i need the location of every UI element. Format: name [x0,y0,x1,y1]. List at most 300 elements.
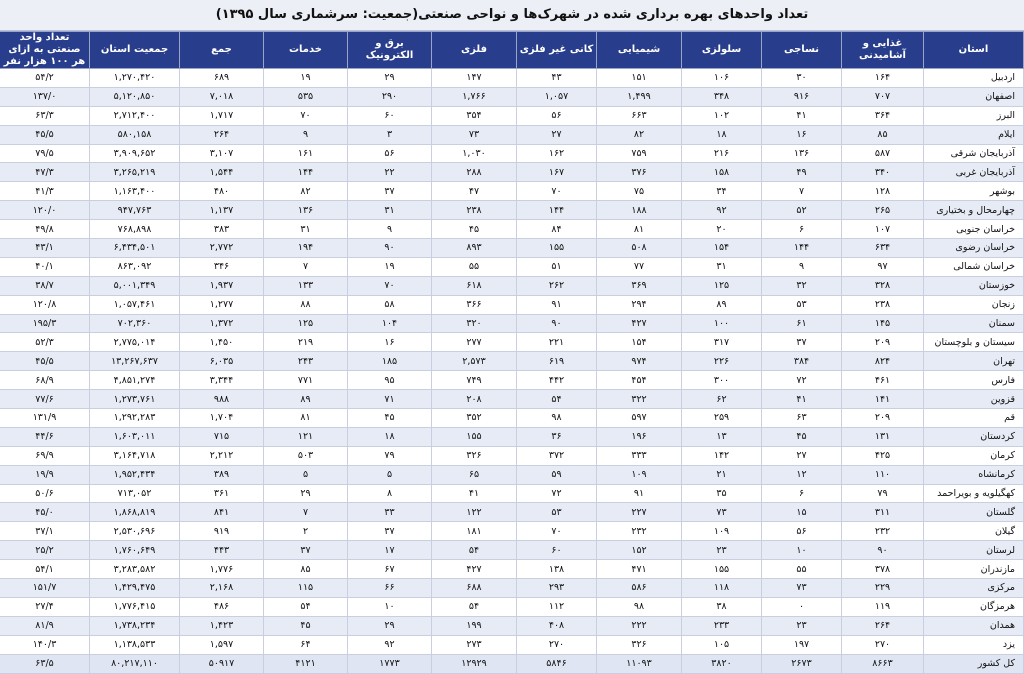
cell-total: ۲,۱۶۸ [180,579,264,598]
cell-per-100k: ۷۹/۵ [0,144,90,163]
cell-chemical: ۱۰۹ [597,465,682,484]
table-row [0,560,1024,579]
table-row [0,106,1024,125]
cell-services: ۱۲۵ [264,314,348,333]
cell-province: بوشهر [924,182,1024,201]
cell-food: ۵۸۷ [842,144,924,163]
cell-textile: ۵۲ [762,201,842,220]
cell-per-100k: ۴۷/۳ [0,163,90,182]
header-metal: فلزی [432,32,517,69]
cell-services: ۵۳۵ [264,87,348,106]
cell-province: مرکزی [924,579,1024,598]
cell-province: قزوین [924,390,1024,409]
cell-metal: ۷۳ [432,125,517,144]
cell-food: ۱۰۷ [842,220,924,239]
table-row [0,144,1024,163]
table-row [0,333,1024,352]
cell-per-100k: ۵۲/۳ [0,333,90,352]
cell-population: ۷۱۳,۰۵۲ [90,484,180,503]
cell-total: ۳۶۱ [180,484,264,503]
cell-population: ۴,۸۵۱,۲۷۴ [90,371,180,390]
cell-electronics: ۱۹ [348,257,432,276]
cell-cellulose: ۱۰۹ [682,522,762,541]
cell-metal: ۲۸۸ [432,163,517,182]
cell-textile: ۷۲ [762,371,842,390]
cell-metal: ۲۷۳ [432,635,517,654]
cell-metal: ۱,۰۳۰ [432,144,517,163]
cell-cellulose: ۱۲۵ [682,276,762,295]
cell-services: ۸۸ [264,295,348,314]
cell-total: ۵۰۹۱۷ [180,654,264,673]
cell-province: گلستان [924,503,1024,522]
cell-textile: ۱۹۷ [762,635,842,654]
cell-per-100k: ۸۱/۹ [0,616,90,635]
cell-textile: ۶ [762,220,842,239]
table-row [0,314,1024,333]
cell-food: ۱۳۱ [842,427,924,446]
table-row [0,616,1024,635]
cell-food: ۳۶۴ [842,106,924,125]
cell-electronics: ۱۰ [348,597,432,616]
cell-per-100k: ۴۴/۶ [0,427,90,446]
cell-chemical: ۳۲۶ [597,635,682,654]
cell-chemical: ۳۳۳ [597,446,682,465]
cell-food: ۱۶۴ [842,69,924,88]
cell-province: آذربایجان غربی [924,163,1024,182]
cell-province: کرمانشاه [924,465,1024,484]
cell-nonmetal-mineral: ۷۰ [517,522,597,541]
header-population: جمعیت استان [90,32,180,69]
table-row [0,69,1024,88]
cell-total: ۱,۱۳۷ [180,201,264,220]
cell-province: البرز [924,106,1024,125]
table-row [0,239,1024,258]
cell-textile: ۱۶ [762,125,842,144]
cell-population: ۸۰,۲۱۷,۱۱۰ [90,654,180,673]
cell-nonmetal-mineral: ۲۷۰ [517,635,597,654]
cell-per-100k: ۲۷/۴ [0,597,90,616]
cell-per-100k: ۱۴۰/۳ [0,635,90,654]
cell-population: ۱۳,۲۶۷,۶۳۷ [90,352,180,371]
cell-textile: ۷ [762,182,842,201]
cell-services: ۷ [264,503,348,522]
cell-population: ۷۶۸,۸۹۸ [90,220,180,239]
cell-electronics: ۱۸ [348,427,432,446]
cell-electronics: ۹ [348,220,432,239]
header-chemical: شیمیایی [597,32,682,69]
cell-metal: ۳۵۲ [432,409,517,428]
table-row [0,597,1024,616]
cell-cellulose: ۱۴۲ [682,446,762,465]
table-row [0,427,1024,446]
table-row [0,352,1024,371]
table-row [0,257,1024,276]
cell-nonmetal-mineral: ۹۸ [517,409,597,428]
cell-nonmetal-mineral: ۱۵۵ [517,239,597,258]
cell-per-100k: ۱۳۷/۰ [0,87,90,106]
cell-population: ۲,۷۱۲,۴۰۰ [90,106,180,125]
cell-services: ۳۷ [264,541,348,560]
cell-per-100k: ۷۷/۶ [0,390,90,409]
cell-services: ۲۱۹ [264,333,348,352]
cell-province: مازندران [924,560,1024,579]
table-row [0,635,1024,654]
cell-electronics: ۲۹۰ [348,87,432,106]
cell-electronics: ۳۱ [348,201,432,220]
cell-cellulose: ۹۲ [682,201,762,220]
cell-services: ۷ [264,257,348,276]
cell-chemical: ۵۸۶ [597,579,682,598]
cell-chemical: ۳۲۲ [597,390,682,409]
cell-textile: ۲۶۷۳ [762,654,842,673]
cell-metal: ۳۲۶ [432,446,517,465]
cell-electronics: ۷۱ [348,390,432,409]
cell-population: ۱,۸۶۸,۸۱۹ [90,503,180,522]
cell-province: سیستان و بلوچستان [924,333,1024,352]
cell-chemical: ۳۶۹ [597,276,682,295]
cell-total: ۱,۳۷۲ [180,314,264,333]
cell-population: ۱,۱۳۸,۵۳۳ [90,635,180,654]
cell-metal: ۵۵ [432,257,517,276]
cell-cellulose: ۶۲ [682,390,762,409]
cell-chemical: ۱۱۰۹۳ [597,654,682,673]
table-row [0,201,1024,220]
cell-cellulose: ۲۵۹ [682,409,762,428]
cell-chemical: ۹۸ [597,597,682,616]
cell-cellulose: ۳۴ [682,182,762,201]
cell-province: کهگیلویه و بویراحمد [924,484,1024,503]
cell-food: ۹۰ [842,541,924,560]
cell-services: ۲۴۳ [264,352,348,371]
cell-chemical: ۴۷۱ [597,560,682,579]
cell-chemical: ۴۲۷ [597,314,682,333]
cell-population: ۳,۱۶۴,۷۱۸ [90,446,180,465]
cell-population: ۱,۴۲۹,۴۷۵ [90,579,180,598]
cell-services: ۲ [264,522,348,541]
cell-per-100k: ۴۱/۳ [0,182,90,201]
cell-nonmetal-mineral: ۵۹ [517,465,597,484]
cell-cellulose: ۷۳ [682,503,762,522]
cell-nonmetal-mineral: ۱۳۸ [517,560,597,579]
cell-textile: ۷۳ [762,579,842,598]
cell-electronics: ۹۵ [348,371,432,390]
cell-metal: ۱۲۲ [432,503,517,522]
cell-per-100k: ۴۵/۰ [0,503,90,522]
cell-chemical: ۲۲۲ [597,616,682,635]
cell-electronics: ۱۰۴ [348,314,432,333]
cell-total: ۹۱۹ [180,522,264,541]
cell-textile: ۵۳ [762,295,842,314]
table-row [0,522,1024,541]
cell-services: ۸۹ [264,390,348,409]
cell-cellulose: ۱۰۶ [682,69,762,88]
cell-chemical: ۶۶۳ [597,106,682,125]
header-nonmetal-mineral: کانی غیر فلزی [517,32,597,69]
cell-metal: ۴۲۷ [432,560,517,579]
cell-per-100k: ۶۸/۹ [0,371,90,390]
cell-nonmetal-mineral: ۱۶۲ [517,144,597,163]
cell-per-100k: ۴۵/۵ [0,352,90,371]
cell-food: ۹۷ [842,257,924,276]
cell-province: هرمزگان [924,597,1024,616]
cell-services: ۱۶۱ [264,144,348,163]
table-header-row [0,32,1024,69]
cell-cellulose: ۳۵ [682,484,762,503]
cell-chemical: ۷۷ [597,257,682,276]
cell-metal: ۱۹۹ [432,616,517,635]
cell-province: ایلام [924,125,1024,144]
cell-province: کل کشور [924,654,1024,673]
table-row [0,503,1024,522]
cell-per-100k: ۵۴/۲ [0,69,90,88]
cell-services: ۸۵ [264,560,348,579]
cell-food: ۲۷۰ [842,635,924,654]
table-row [0,220,1024,239]
data-table [0,31,1024,674]
cell-chemical: ۱۹۶ [597,427,682,446]
cell-cellulose: ۲۱۶ [682,144,762,163]
cell-food: ۳۷۸ [842,560,924,579]
cell-metal: ۴۱ [432,484,517,503]
cell-cellulose: ۱۰۲ [682,106,762,125]
cell-food: ۲۰۹ [842,409,924,428]
table-row [0,182,1024,201]
cell-province: اردبیل [924,69,1024,88]
cell-cellulose: ۱۵۵ [682,560,762,579]
cell-food: ۱۴۵ [842,314,924,333]
cell-province: آذربایجان شرقی [924,144,1024,163]
cell-chemical: ۲۲۷ [597,503,682,522]
cell-chemical: ۱,۴۹۹ [597,87,682,106]
cell-nonmetal-mineral: ۲۶۲ [517,276,597,295]
cell-services: ۵ [264,465,348,484]
cell-population: ۵,۱۲۰,۸۵۰ [90,87,180,106]
header-total: جمع [180,32,264,69]
cell-total: ۶,۰۳۵ [180,352,264,371]
cell-services: ۱۹۴ [264,239,348,258]
cell-total: ۳۸۹ [180,465,264,484]
cell-food: ۲۰۹ [842,333,924,352]
cell-food: ۱۱۰ [842,465,924,484]
cell-province: خوزستان [924,276,1024,295]
cell-electronics: ۷۰ [348,276,432,295]
cell-population: ۳,۲۶۵,۲۱۹ [90,163,180,182]
cell-services: ۱۴۴ [264,163,348,182]
cell-population: ۱,۷۷۶,۴۱۵ [90,597,180,616]
cell-cellulose: ۲۱ [682,465,762,484]
cell-province: تهران [924,352,1024,371]
cell-chemical: ۷۵ [597,182,682,201]
cell-nonmetal-mineral: ۷۰ [517,182,597,201]
table-row [0,276,1024,295]
cell-food: ۱۱۹ [842,597,924,616]
cell-chemical: ۵۰۸ [597,239,682,258]
cell-food: ۱۴۱ [842,390,924,409]
cell-metal: ۵۴ [432,597,517,616]
cell-population: ۵۸۰,۱۵۸ [90,125,180,144]
cell-textile: ۲۳ [762,616,842,635]
cell-food: ۷۰۷ [842,87,924,106]
cell-metal: ۱,۷۶۶ [432,87,517,106]
cell-food: ۶۳۴ [842,239,924,258]
cell-services: ۱۹ [264,69,348,88]
cell-metal: ۴۵ [432,220,517,239]
cell-total: ۲۶۴ [180,125,264,144]
cell-electronics: ۴۵ [348,409,432,428]
table-total-row [0,654,1024,673]
cell-nonmetal-mineral: ۸۴ [517,220,597,239]
cell-population: ۱,۰۵۷,۴۶۱ [90,295,180,314]
cell-textile: ۳۷ [762,333,842,352]
cell-cellulose: ۱۵۸ [682,163,762,182]
cell-textile: ۱۰ [762,541,842,560]
table-row [0,446,1024,465]
cell-total: ۳,۱۰۷ [180,144,264,163]
cell-nonmetal-mineral: ۲۲۱ [517,333,597,352]
table-row [0,541,1024,560]
cell-per-100k: ۳۸/۷ [0,276,90,295]
table-row [0,484,1024,503]
cell-chemical: ۱۵۴ [597,333,682,352]
table-row [0,409,1024,428]
cell-metal: ۷۴۹ [432,371,517,390]
cell-chemical: ۴۵۴ [597,371,682,390]
cell-textile: ۹ [762,257,842,276]
cell-nonmetal-mineral: ۱۶۷ [517,163,597,182]
cell-nonmetal-mineral: ۳۶ [517,427,597,446]
header-electronics: برق و الکترونیک [348,32,432,69]
cell-metal: ۱۸۱ [432,522,517,541]
cell-total: ۶۸۹ [180,69,264,88]
cell-province: خراسان جنوبی [924,220,1024,239]
cell-food: ۲۳۸ [842,295,924,314]
cell-chemical: ۳۷۶ [597,163,682,182]
cell-total: ۱,۲۷۷ [180,295,264,314]
cell-nonmetal-mineral: ۵۴ [517,390,597,409]
cell-electronics: ۲۹ [348,69,432,88]
cell-per-100k: ۳۷/۱ [0,522,90,541]
cell-textile: ۱۴۴ [762,239,842,258]
cell-metal: ۶۱۸ [432,276,517,295]
table-row [0,295,1024,314]
cell-metal: ۴۷ [432,182,517,201]
cell-per-100k: ۴۳/۱ [0,239,90,258]
cell-per-100k: ۶۳/۵ [0,654,90,673]
cell-province: خراسان شمالی [924,257,1024,276]
cell-nonmetal-mineral: ۵۱ [517,257,597,276]
cell-textile: ۴۵ [762,427,842,446]
cell-population: ۹۴۷,۷۶۳ [90,201,180,220]
cell-textile: ۱۳۶ [762,144,842,163]
cell-electronics: ۲۲ [348,163,432,182]
cell-food: ۲۶۴ [842,616,924,635]
cell-services: ۴۱۲۱ [264,654,348,673]
cell-per-100k: ۱۹۵/۳ [0,314,90,333]
cell-electronics: ۵۸ [348,295,432,314]
cell-cellulose: ۲۰ [682,220,762,239]
cell-population: ۱,۶۰۳,۰۱۱ [90,427,180,446]
cell-textile: ۹۱۶ [762,87,842,106]
cell-textile: ۳۲ [762,276,842,295]
cell-food: ۸۵ [842,125,924,144]
cell-services: ۴۵ [264,616,348,635]
cell-food: ۴۲۵ [842,446,924,465]
cell-nonmetal-mineral: ۵۸۴۶ [517,654,597,673]
cell-nonmetal-mineral: ۹۰ [517,314,597,333]
table-row [0,87,1024,106]
cell-province: کرمان [924,446,1024,465]
cell-food: ۲۶۵ [842,201,924,220]
cell-electronics: ۲۹ [348,616,432,635]
cell-population: ۷۰۲,۳۶۰ [90,314,180,333]
cell-population: ۵,۰۰۱,۳۴۹ [90,276,180,295]
cell-metal: ۱۴۷ [432,69,517,88]
cell-province: همدان [924,616,1024,635]
cell-services: ۳۱ [264,220,348,239]
cell-cellulose: ۳۱ [682,257,762,276]
cell-electronics: ۷۹ [348,446,432,465]
cell-services: ۱۳۳ [264,276,348,295]
cell-textile: ۳۰ [762,69,842,88]
cell-province: چهارمحال و بختیاری [924,201,1024,220]
cell-per-100k: ۴۵/۵ [0,125,90,144]
cell-food: ۳۴۰ [842,163,924,182]
page-title: تعداد واحدهای بهره برداری شده در شهرک‌ها و نواحی صنعتی(جمعیت: سرشماری سال ۱۳۹۵) [0,0,1024,31]
cell-cellulose: ۲۳ [682,541,762,560]
cell-cellulose: ۱۰۵ [682,635,762,654]
cell-cellulose: ۳۸ [682,597,762,616]
cell-metal: ۸۹۳ [432,239,517,258]
table-row [0,163,1024,182]
cell-textile: ۵۵ [762,560,842,579]
cell-population: ۱,۲۷۳,۷۶۱ [90,390,180,409]
cell-population: ۱,۲۷۰,۴۲۰ [90,69,180,88]
cell-electronics: ۹۰ [348,239,432,258]
cell-services: ۱۲۱ [264,427,348,446]
cell-total: ۱,۵۴۴ [180,163,264,182]
cell-cellulose: ۱۰۰ [682,314,762,333]
cell-metal: ۱۵۵ [432,427,517,446]
header-food: غذایی و آشامیدنی [842,32,924,69]
cell-total: ۳۸۳ [180,220,264,239]
table-body [0,69,1024,674]
cell-total: ۱,۴۵۰ [180,333,264,352]
cell-nonmetal-mineral: ۳۷۲ [517,446,597,465]
cell-electronics: ۳۳ [348,503,432,522]
cell-province: خراسان رضوی [924,239,1024,258]
cell-electronics: ۶۰ [348,106,432,125]
cell-services: ۶۴ [264,635,348,654]
cell-electronics: ۵ [348,465,432,484]
cell-services: ۵۰۳ [264,446,348,465]
cell-textile: ۴۹ [762,163,842,182]
cell-nonmetal-mineral: ۷۲ [517,484,597,503]
cell-population: ۱,۱۶۳,۴۰۰ [90,182,180,201]
cell-total: ۲,۲۱۲ [180,446,264,465]
cell-electronics: ۱۷ [348,541,432,560]
cell-chemical: ۸۲ [597,125,682,144]
cell-textile: ۶۳ [762,409,842,428]
cell-cellulose: ۳۸۲۰ [682,654,762,673]
cell-per-100k: ۶۹/۹ [0,446,90,465]
cell-chemical: ۱۸۸ [597,201,682,220]
table-row [0,579,1024,598]
cell-metal: ۵۴ [432,541,517,560]
cell-metal: ۱۲۹۲۹ [432,654,517,673]
cell-per-100k: ۲۵/۲ [0,541,90,560]
cell-textile: ۴۱ [762,390,842,409]
cell-services: ۹ [264,125,348,144]
